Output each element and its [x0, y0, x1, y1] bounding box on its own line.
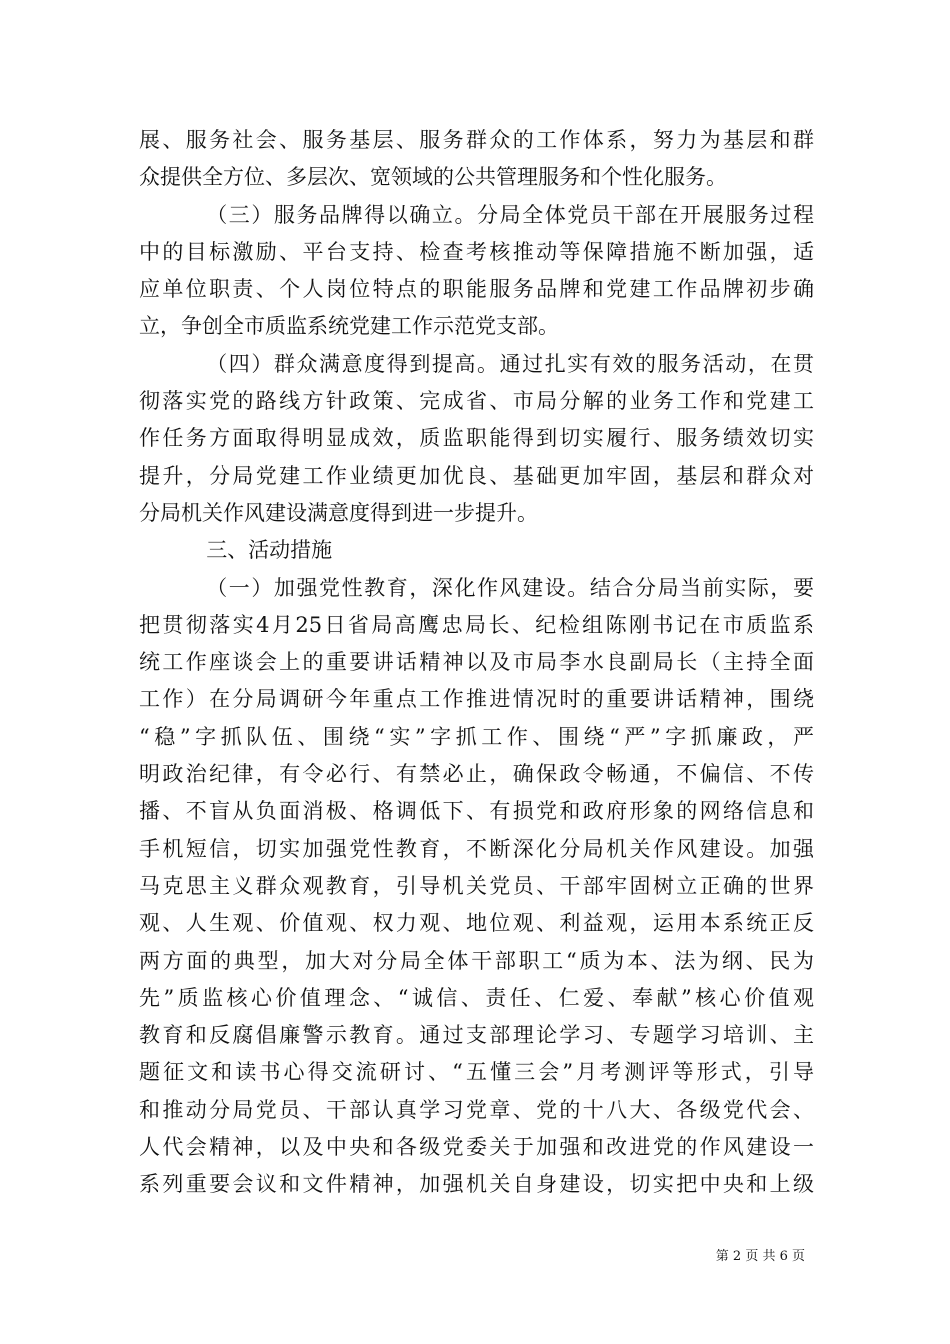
text-line: 分局机关作风建设满意度得到进一步提升。: [139, 500, 538, 525]
text-line: （一）加强党性教育，深化作风建设。结合分局当前实际，要: [206, 575, 814, 600]
text-line: 教育和反腐倡廉警示教育。通过支部理论学习、专题学习培训、主: [139, 1023, 814, 1048]
text-line: 展、服务社会、服务基层、服务群众的工作体系，努力为基层和群: [139, 128, 814, 152]
text-line: 先”质监核心价值理念、“诚信、责任、仁爱、奉献”核心价值观: [139, 985, 814, 1010]
text-line: 人代会精神，以及中央和各级党委关于加强和改进党的作风建设一: [139, 1135, 814, 1160]
text-line: 提升，分局党建工作业绩更加优良、基础更加牢固，基层和群众对: [139, 463, 814, 488]
text-line: 应单位职责、个人岗位特点的职能服务品牌和党建工作品牌初步确: [139, 277, 814, 302]
text-line: 彻落实党的路线方针政策、完成省、市局分解的业务工作和党建工: [139, 389, 814, 414]
text-line: 立，争创全市质监系统党建工作示范党支部。: [139, 314, 559, 339]
text-line: 作任务方面取得明显成效，质监职能得到切实履行、服务绩效切实: [139, 426, 814, 451]
text-line: 播、不盲从负面消极、格调低下、有损党和政府形象的网络信息和: [139, 799, 814, 824]
text-line: 明政治纪律，有令必行、有禁必止，确保政令畅通，不偏信、不传: [139, 762, 814, 787]
text-line: 统工作座谈会上的重要讲话精神以及市局李水良副局长（主持全面: [139, 650, 814, 675]
text-line: 系列重要会议和文件精神，加强机关自身建设，切实把中央和上级: [139, 1172, 814, 1197]
text-line: 手机短信，切实加强党性教育，不断深化分局机关作风建设。加强: [139, 836, 814, 861]
text-line: 众提供全方位、多层次、宽领域的公共管理服务和个性化服务。: [139, 165, 727, 190]
text-line: （三）服务品牌得以确立。分局全体党员干部在开展服务过程: [206, 202, 814, 227]
text-line: （四）群众满意度得到提高。通过扎实有效的服务活动，在贯: [206, 351, 814, 376]
text-line: 工作）在分局调研今年重点工作推进情况时的重要讲话精神，围绕: [139, 687, 814, 712]
text-line: 两方面的典型，加大对分局全体干部职工“质为本、法为纲、民为: [139, 948, 814, 973]
page-number-footer: 第 2 页 共 6 页: [715, 1249, 805, 1264]
document-body: [139, 122, 814, 1204]
text-line: 三、活动措施: [206, 538, 333, 563]
text-line: 马克思主义群众观教育，引导机关党员、干部牢固树立正确的世界: [139, 873, 814, 898]
text-line: 题征文和读书心得交流研讨、“五懂三会”月考测评等形式，引导: [139, 1060, 814, 1085]
text-line: 中的目标激励、平台支持、检查考核推动等保障措施不断加强，适: [139, 239, 814, 264]
text-line: 和推动分局党员、干部认真学习党章、党的十八大、各级党代会、: [139, 1097, 814, 1122]
text-line: “稳”字抓队伍、围绕“实”字抓工作、围绕“严”字抓廉政，严: [139, 724, 814, 749]
text-line: 观、人生观、价值观、权力观、地位观、利益观，运用本系统正反: [139, 911, 814, 936]
text-line: 把贯彻落实4月25日省局高鹰忠局长、纪检组陈刚书记在市质监系: [139, 612, 814, 637]
